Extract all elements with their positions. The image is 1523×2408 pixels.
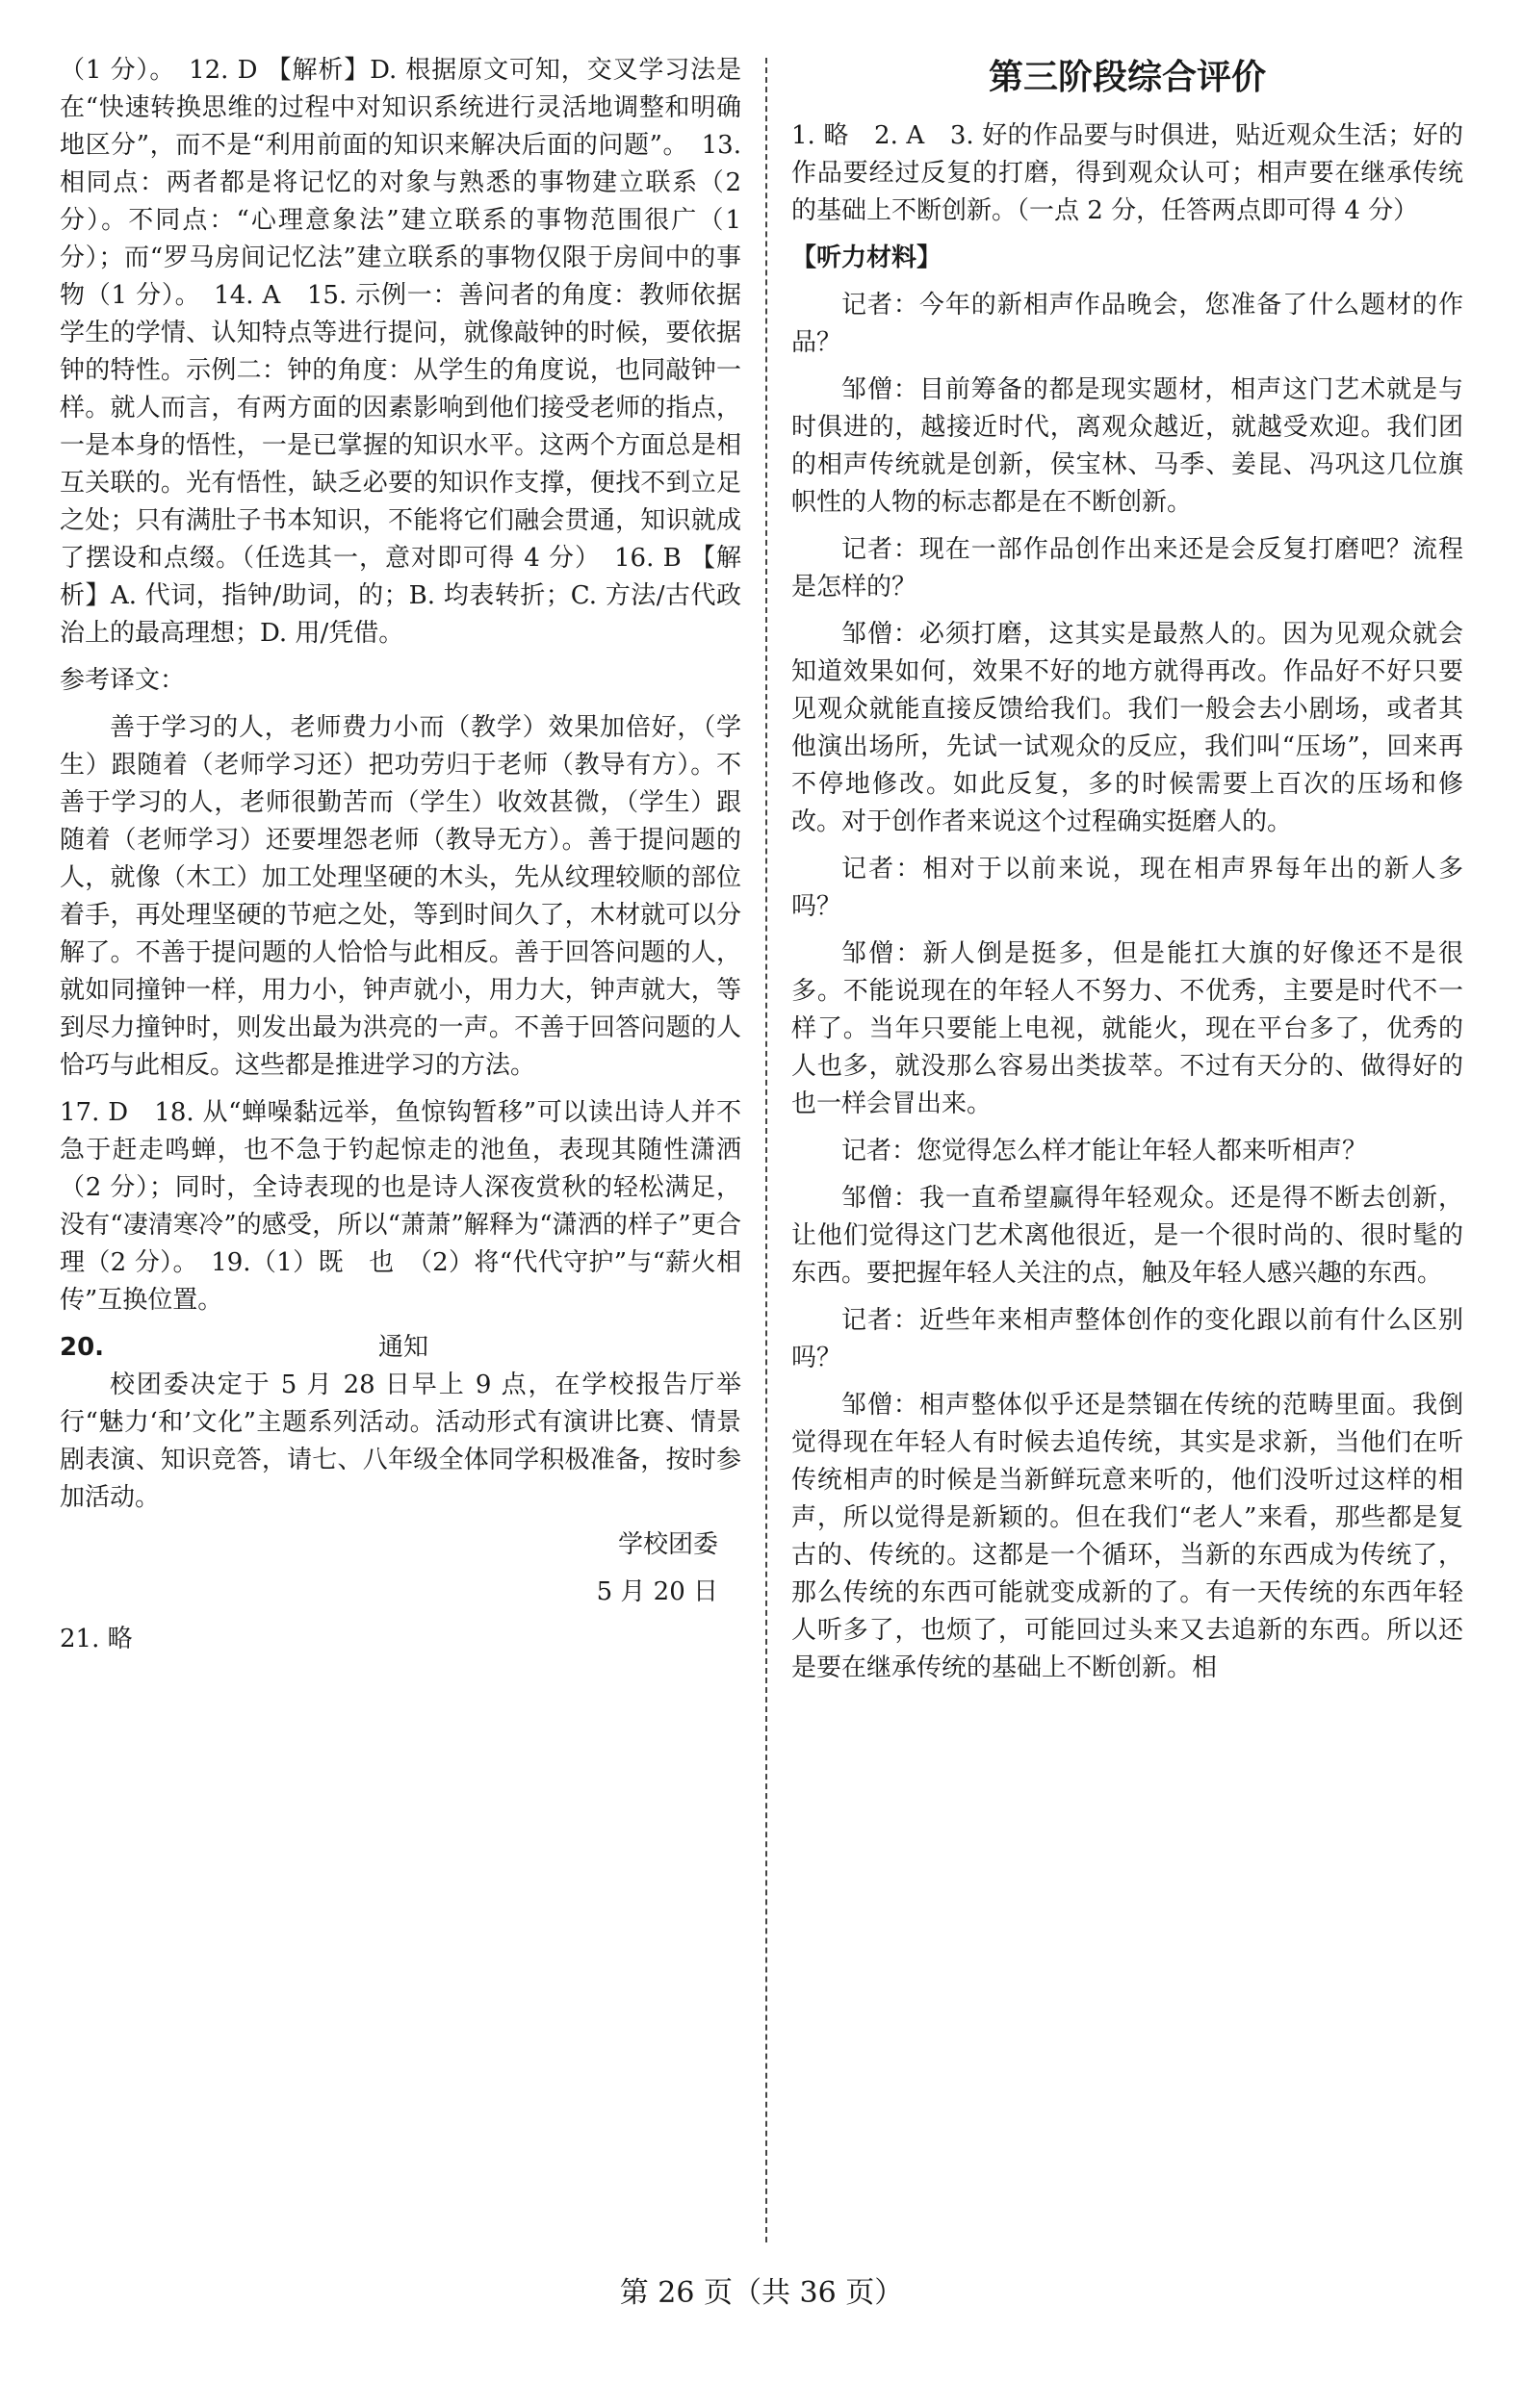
question-20-number: 20. xyxy=(60,1333,105,1362)
dialogue-line: 记者：今年的新相声作品晚会，您准备了什么题材的作品？ xyxy=(791,291,1463,357)
dialogue-line: 记者：近些年来相声整体创作的变化跟以前有什么区别吗？ xyxy=(791,1306,1463,1372)
answer-21: 21. 略 xyxy=(60,1625,133,1653)
section-title: 第三阶段综合评价 xyxy=(988,58,1266,97)
notice-signer: 学校团委 xyxy=(617,1530,718,1559)
dialogue-line: 记者：现在一部作品创作出来还是会反复打磨吧？流程是怎样的？ xyxy=(791,535,1463,602)
dialogue-line: 邹僧：相声整体似乎还是禁锢在传统的范畴里面。我倒觉得现在年轻人有时候去追传统，其实是求新，当他们在听传统相声的时候是当新鲜玩意来听的，他们没听过这样的相声，所以觉得是新颖的。但在我们“老人”来看，那些都是复古的、传统的。这都是一个循环，当新的东西成为传统了，那么传统的东西可能就变成新的了。有一天传统的东西年轻人听多了，也烦了，可能回过头来又去追新的东西。所以还是要在继承传统的基础上不断创新。相 xyxy=(791,1391,1463,1682)
answers-17-19: 17. D 18. 从“蝉噪黏远举，鱼惊钩暂移”可以读出诗人并不急于赶走鸣蝉，也不急于钓起惊走的池鱼，表现其随性潇洒（2 分）；同时，全诗表现的也是诗人深夜赏秋的轻松满足，没有“凄清寒冷”的感受，所以“萧萧”解释为“潇洒的样子”更合理（2 分）。 19.（1）既 也 （2）将“代代守护”与“薪火相传”互换位置。 xyxy=(60,1098,741,1315)
notice-body: 校团委决定于 5 月 28 日早上 9 点，在学校报告厅举行“魅力‘和’文化”主题系列活动。活动形式有演讲比赛、情景剧表演、知识竞答，请七、八年级全体同学积极准备，按时参加活动。 xyxy=(60,1371,741,1512)
notice-title: 通知 xyxy=(378,1333,429,1362)
dialogue-line: 邹僧：我一直希望赢得年轻观众。还是得不断去创新，让他们觉得这门艺术离他很近，是一个很时尚的、很时髦的东西。要把握年轻人关注的点，触及年轻人感兴趣的东西。 xyxy=(791,1184,1463,1288)
dialogue-line: 邹僧：新人倒是挺多，但是能扛大旗的好像还不是很多。不能说现在的年轻人不努力、不优秀，主要是时代不一样了。当年只要能上电视，就能火，现在平台多了，优秀的人也多，就没那么容易出类拔萃。不过有天分的、做得好的也一样会冒出来。 xyxy=(791,939,1463,1118)
answers-1-3: 1. 略 2. A 3. 好的作品要与时俱进，贴近观众生活；好的作品要经过反复的打磨，得到观众认可；相声要在继承传统的基础上不断创新。（一点 2 分，任答两点即可得 4 分） xyxy=(791,121,1463,225)
notice-header xyxy=(60,1329,741,1367)
dialogue-line: 邹僧：目前筹备的都是现实题材，相声这门艺术就是与时俱进的，越接近时代，离观众越近，就越受欢迎。我们团的相声传统就是创新，侯宝林、马季、姜昆、冯巩这几位旗帜性的人物的标志都是在不断创新。 xyxy=(791,375,1463,517)
right-column xyxy=(791,52,1463,1697)
left-column xyxy=(60,52,741,1668)
answers-12-16: （1 分）。 12. D 【解析】D. 根据原文可知，交叉学习法是在“快速转换思维的过程中对知识系统进行灵活地调整和明确地区分”，而不是“利用前面的知识来解决后面的问题”。 13. 相同点：两者都是将记忆的对象与熟悉的事物建立联系（2 分）。不同点：“心理意象法”建立联系的事物范围很广（1 分）；而“罗马房间记忆法”建立联系的事物仅限于房间中的事物（1 分）。 14. A 15. 示例一：善问者的角度：教师依据学生的学情、认知特点等进行提问，就像敲钟的时候，要依据钟的特性。示例二：钟的角度：从学生的角度说，也同敲钟一样。就人而言，有两方面的因素影响到他们接受老师的指点，一是本身的悟性，一是已掌握的知识水平。这两个方面总是相互关联的。光有悟性，缺乏必要的知识作支撑，便找不到立足之处；只有满肚子书本知识，不能将它们融会贯通，知识就成了摆设和点缀。（任选其一，意对即可得 4 分） 16. B 【解析】A. 代词，指钟/助词，的；B. 均表转折；C. 方法/古代政治上的最高理想；D. 用/凭借。 xyxy=(60,56,741,648)
listening-material-label: 【听力材料】 xyxy=(791,243,942,272)
dialogue-line: 记者：您觉得怎么样才能让年轻人都来听相声？ xyxy=(841,1137,1368,1166)
notice-date: 5 月 20 日 xyxy=(596,1577,718,1606)
page-footer: 第 26 页（共 36 页） xyxy=(619,2276,904,2310)
reference-translation: 善于学习的人，老师费力小而（教学）效果加倍好，（学生）跟随着（老师学习还）把功劳归于老师（教导有方）。不善于学习的人，老师很勤苦而（学生）收效甚微，（学生）跟随着（老师学习）还要埋怨老师（教导无方）。善于提问题的人，就像（木工）加工处理坚硬的木头，先从纹理较顺的部位着手，再处理坚硬的节疤之处，等到时间久了，木材就可以分解了。不善于提问题的人恰恰与此相反。善于回答问题的人，就如同撞钟一样，用力小，钟声就小，用力大，钟声就大，等到尽力撞钟时，则发出最为洪亮的一声。不善于回答问题的人恰巧与此相反。这些都是推进学习的方法。 xyxy=(60,713,741,1080)
reference-translation-label: 参考译文： xyxy=(60,666,186,695)
dialogue-line: 邹僧：必须打磨，这其实是最熬人的。因为见观众就会知道效果如何，效果不好的地方就得再改。作品好不好只要见观众就能直接反馈给我们。我们一般会去小剧场，或者其他演出场所，先试一试观众的反应，我们叫“压场”，回来再不停地修改。如此反复，多的时候需要上百次的压场和修改。对于创作者来说这个过程确实挺磨人的。 xyxy=(791,620,1463,836)
column-divider xyxy=(765,58,767,2242)
dialogue-line: 记者：相对于以前来说，现在相声界每年出的新人多吗？ xyxy=(791,855,1463,921)
